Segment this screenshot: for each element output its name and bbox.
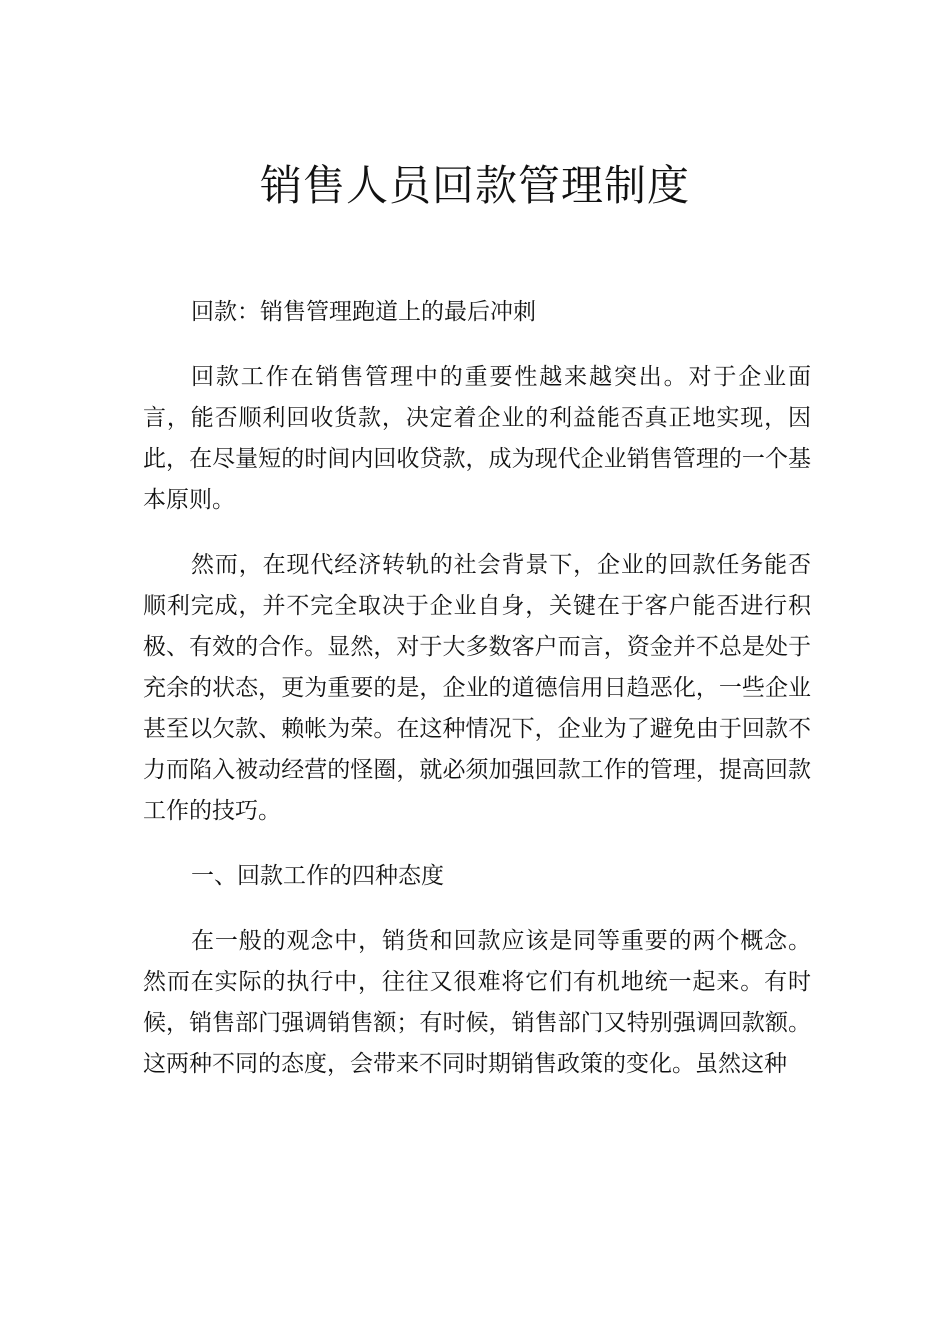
section-heading: 一、回款工作的四种态度 [191, 863, 444, 889]
document-title: 销售人员回款管理制度 [259, 161, 690, 210]
paragraph-1: 回款工作在销售管理中的重要性越来越突出。对于企业面言，能否顺利回收货款，决定着企业的利益能否真正地实现，因此，在尽量短的时间内回收贷款，成为现代企业销售管理的一个基本原则。 [143, 364, 811, 513]
document-subtitle: 回款：销售管理跑道上的最后冲刺 [191, 299, 536, 325]
document-body [143, 292, 811, 1085]
section-paragraph: 在一般的观念中，销货和回款应该是同等重要的两个概念。然而在实际的执行中，往往又很难将它们有机地统一起来。有时候，销售部门强调销售额；有时候，销售部门又特别强调回款额。这两种不同的态度，会带来不同时期销售政策的变化。虽然这种 [143, 928, 811, 1077]
paragraph-2: 然而，在现代经济转轨的社会背景下，企业的回款任务能否顺利完成，并不完全取决于企业自身，关键在于客户能否进行积极、有效的合作。显然，对于大多数客户而言，资金并不总是处于充余的状态，更为重要的是，企业的道德信用日趋恶化，一些企业甚至以欠款、赖帐为荣。在这种情况下，企业为了避免由于回款不力而陷入被动经营的怪圈，就必须加强回款工作的管理，提高回款工作的技巧。 [143, 552, 811, 824]
